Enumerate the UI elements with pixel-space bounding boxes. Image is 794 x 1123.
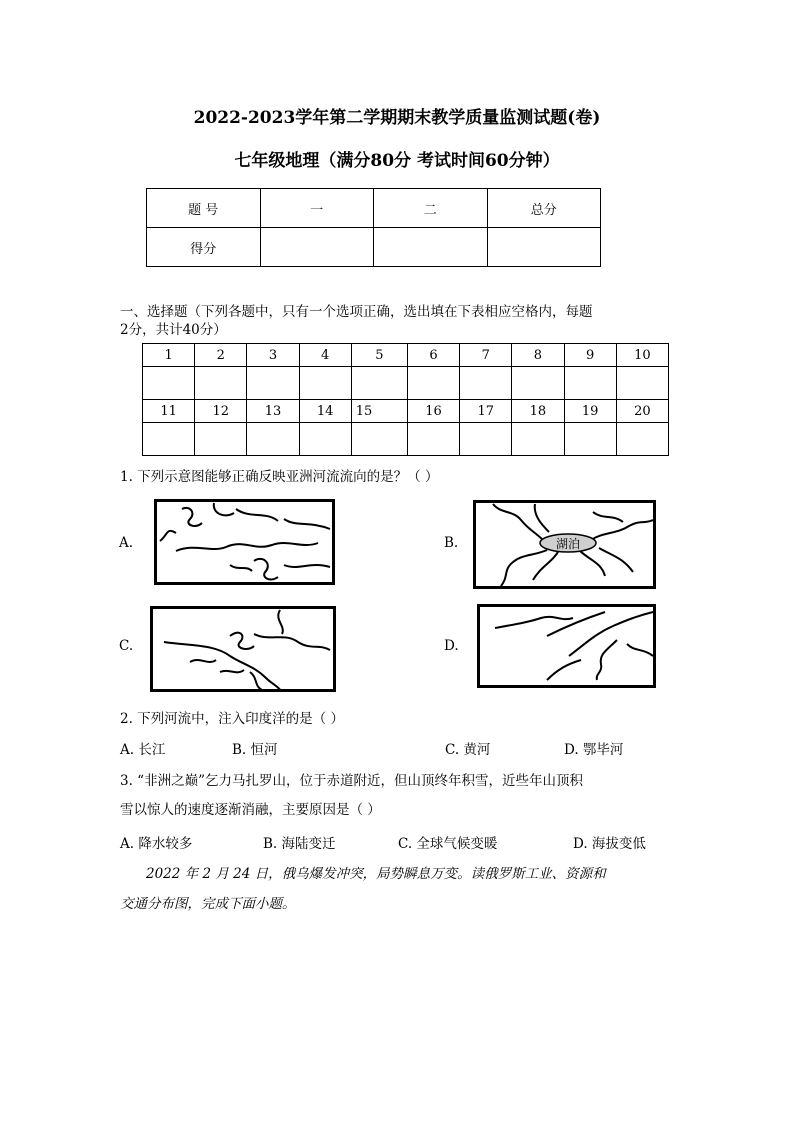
answer-blank[interactable] [512,367,564,400]
answer-number: 20 [616,400,668,423]
q3-option-c[interactable]: C. 全球气候变暖 [398,836,498,852]
answer-number: 13 [247,400,299,423]
answer-number: 2 [195,344,247,367]
river-map-a [154,499,335,585]
answer-number-row [143,344,669,367]
answer-number: 14 [299,400,351,423]
answer-blank[interactable] [143,367,195,400]
answer-grid [142,343,669,456]
answer-number: 7 [460,344,512,367]
answer-blank[interactable] [351,423,407,456]
answer-blank[interactable] [299,423,351,456]
river-map-d [477,604,656,688]
passage-line1: 2022 年 2 月 24 日，俄乌爆发冲突，局势瞬息万变。读俄罗斯工业、资源和 [146,866,606,882]
score-blank-cell[interactable] [487,228,601,267]
answer-number: 8 [512,344,564,367]
score-header-row [147,189,601,228]
score-header-cell: 二 [374,189,488,228]
answer-number: 3 [247,344,299,367]
answer-blank[interactable] [143,423,195,456]
river-map-b [473,500,656,589]
answer-number: 18 [512,400,564,423]
score-row-label: 得分 [147,228,261,267]
answer-blank[interactable] [407,423,459,456]
answer-number: 12 [195,400,247,423]
answer-blank[interactable] [616,367,668,400]
answer-blank[interactable] [564,423,616,456]
answer-blank-row [143,423,669,456]
answer-number: 6 [407,344,459,367]
answer-blank[interactable] [460,367,512,400]
answer-blank[interactable] [460,423,512,456]
q2-option-c[interactable]: C. 黄河 [445,742,491,758]
answer-blank[interactable] [407,367,459,400]
q2-stem: 2. 下列河流中，注入印度洋的是（ ） [120,711,344,727]
answer-number: 5 [351,344,407,367]
q3-option-b[interactable]: B. 海陆变迁 [263,836,336,852]
q3-option-a[interactable]: A. 降水较多 [120,836,193,852]
answer-number: 19 [564,400,616,423]
answer-blank[interactable] [351,367,407,400]
answer-number: 4 [299,344,351,367]
q1-option-c-label[interactable]: C. [119,638,134,654]
exam-title: 2022-2023学年第二学期期末教学质量监测试题(卷) [193,108,601,128]
q2-option-b[interactable]: B. 恒河 [232,742,278,758]
answer-blank[interactable] [512,423,564,456]
answer-number: 16 [407,400,459,423]
q2-option-d[interactable]: D. 鄂毕河 [564,742,624,758]
score-header-cell: 总分 [487,189,601,228]
answer-blank[interactable] [616,423,668,456]
river-map-c [150,606,336,692]
q3-option-d[interactable]: D. 海拔变低 [573,836,646,852]
answer-number: 17 [460,400,512,423]
q1-stem: 1. 下列示意图能够正确反映亚洲河流流向的是？（ ） [120,469,439,485]
q3-stem-line1: 3. “非洲之巅”乞力马扎罗山，位于赤道附近，但山顶终年积雪，近些年山顶积 [120,773,583,789]
score-blank-cell[interactable] [374,228,488,267]
score-blank-cell[interactable] [260,228,374,267]
score-header-cell: 题 号 [147,189,261,228]
lake-label: 湖泊 [555,537,581,551]
exam-subtitle: 七年级地理（满分80分 考试时间60分钟） [234,151,560,171]
q3-stem-line2: 雪以惊人的速度逐渐消融，主要原因是（ ） [120,802,381,818]
answer-number: 15 [351,400,407,423]
q1-option-d-label[interactable]: D. [444,638,459,654]
passage-line2: 交通分布图，完成下面小题。 [120,896,296,912]
answer-number: 11 [143,400,195,423]
answer-blank[interactable] [247,367,299,400]
score-value-row [147,228,601,267]
section1-intro-line2: 2分，共计40分） [120,322,227,338]
answer-blank[interactable] [195,367,247,400]
answer-blank[interactable] [247,423,299,456]
q2-option-a[interactable]: A. 长江 [120,742,166,758]
answer-number: 9 [564,344,616,367]
q1-option-a-label[interactable]: A. [119,535,134,551]
section1-intro-line1: 一、选择题（下列各题中，只有一个选项正确，选出填在下表相应空格内，每题 [120,304,593,320]
answer-number-row [143,400,669,423]
score-header-cell: 一 [260,189,374,228]
answer-number: 10 [616,344,668,367]
answer-number: 1 [143,344,195,367]
q1-option-b-label[interactable]: B. [444,535,459,551]
answer-blank[interactable] [564,367,616,400]
answer-blank[interactable] [299,367,351,400]
answer-blank-row [143,367,669,400]
score-table [146,188,601,267]
answer-blank[interactable] [195,423,247,456]
